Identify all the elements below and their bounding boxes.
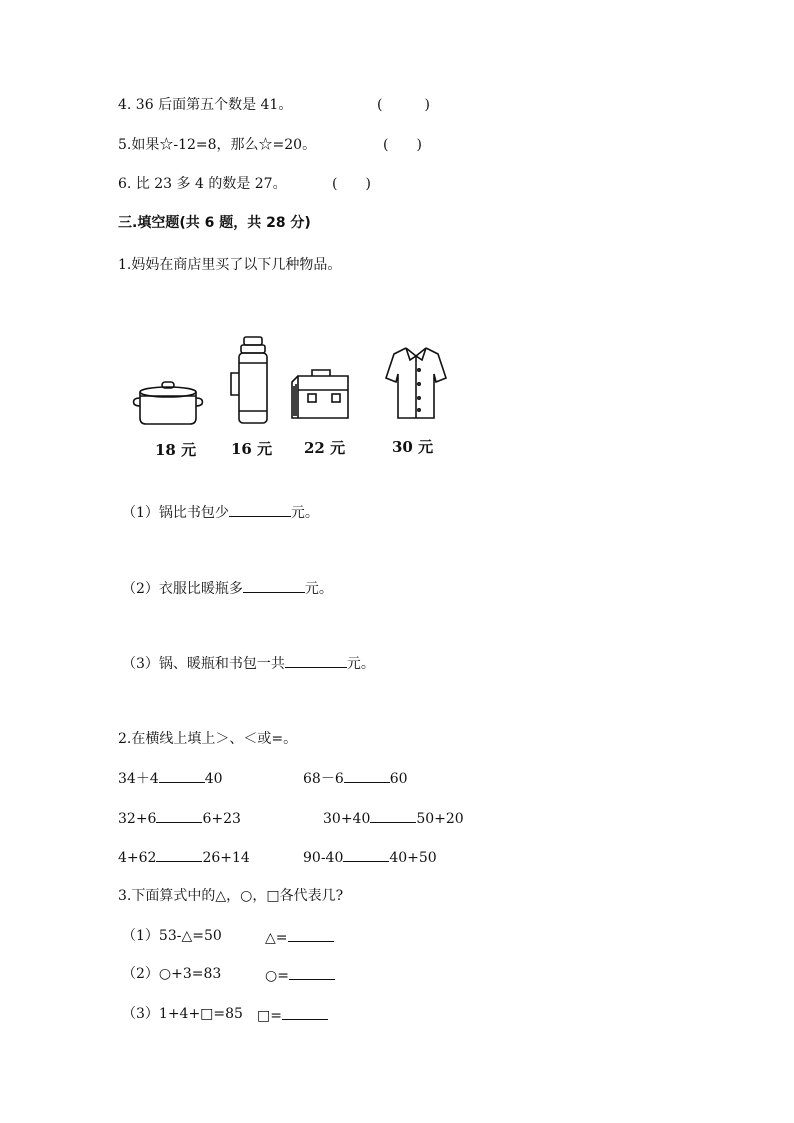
symbol-equation-3: （3）1+4+□=85	[122, 1006, 243, 1022]
compare-left: 32+6	[118, 811, 157, 827]
sub-question-2-text: （2）衣服比暖瓶多	[122, 581, 243, 597]
symbol-equation-1: （1）53-△=50	[122, 928, 222, 944]
symbol-answer-blank[interactable]	[288, 927, 334, 942]
sub-question-3-text: （3）锅、暖瓶和书包一共	[122, 656, 285, 672]
fill-question-1-title: 1.妈妈在商店里买了以下几种物品。	[118, 257, 342, 273]
compare-left: 30+40	[323, 811, 371, 827]
shirt-icon	[384, 344, 448, 422]
compare-right: 50+20	[416, 811, 464, 827]
compare-blank[interactable]	[343, 847, 389, 862]
symbol-answer-blank[interactable]	[282, 1005, 328, 1020]
compare-blank[interactable]	[156, 808, 202, 823]
section-3-title: 三.填空题(共 6 题，共 28 分)	[118, 215, 311, 231]
sub-question-3-unit: 元。	[346, 656, 375, 672]
question-5-answer-parens[interactable]: ( )	[383, 137, 422, 153]
compare-row-3b	[303, 847, 437, 867]
symbol-answer-2	[265, 965, 335, 985]
symbol-equation-2: （2）○+3=83	[122, 966, 222, 982]
symbol-answer-3	[257, 1005, 328, 1025]
shirt-price: 30 元	[392, 438, 434, 456]
compare-row-2a	[118, 808, 241, 828]
question-6-answer-parens[interactable]: ( )	[332, 176, 371, 192]
compare-left: 4+62	[118, 850, 157, 866]
compare-row-1a	[118, 768, 223, 788]
compare-row-2b	[323, 808, 464, 828]
compare-left: 34＋4	[118, 771, 159, 787]
schoolbag-icon	[290, 366, 352, 422]
compare-right: 60	[389, 771, 408, 787]
question-4-answer-parens[interactable]: ( )	[377, 97, 430, 113]
sub-question-3-blank[interactable]	[285, 653, 347, 668]
fill-question-3-title: 3.下面算式中的△，○，□各代表几?	[118, 888, 344, 904]
sub-question-1-unit: 元。	[290, 505, 319, 521]
compare-blank[interactable]	[370, 808, 416, 823]
compare-left: 90-40	[303, 850, 344, 866]
compare-right: 6+23	[202, 811, 241, 827]
symbol-answer-blank[interactable]	[289, 965, 335, 980]
thermos-icon	[227, 335, 277, 427]
compare-blank[interactable]	[344, 768, 390, 783]
sub-question-3	[122, 653, 375, 673]
compare-blank[interactable]	[159, 768, 205, 783]
symbol-answer-label: ○=	[265, 968, 289, 984]
compare-left: 68－6	[303, 771, 344, 787]
schoolbag-price: 22 元	[304, 439, 346, 457]
pot-icon	[130, 378, 206, 428]
compare-blank[interactable]	[156, 847, 202, 862]
symbol-answer-label: △=	[265, 930, 288, 946]
sub-question-1-text: （1）锅比书包少	[122, 505, 229, 521]
compare-right: 26+14	[202, 850, 250, 866]
question-5-text: 5.如果☆-12=8，那么☆=20。	[118, 137, 317, 153]
sub-question-1	[122, 502, 319, 522]
thermos-price: 16 元	[231, 440, 273, 458]
sub-question-2-unit: 元。	[304, 581, 333, 597]
compare-row-1b	[303, 768, 408, 788]
compare-right: 40	[204, 771, 223, 787]
sub-question-2	[122, 578, 333, 598]
pot-price: 18 元	[155, 441, 197, 459]
compare-row-3a	[118, 847, 250, 867]
sub-question-1-blank[interactable]	[229, 502, 291, 517]
symbol-answer-label: □=	[257, 1008, 282, 1024]
compare-right: 40+50	[389, 850, 437, 866]
question-6-text: 6. 比 23 多 4 的数是 27。	[118, 176, 287, 192]
symbol-answer-1	[265, 927, 334, 947]
question-4-text: 4. 36 后面第五个数是 41。	[118, 97, 293, 113]
fill-question-2-title: 2.在横线上填上＞、＜或=。	[118, 731, 298, 747]
sub-question-2-blank[interactable]	[243, 578, 305, 593]
